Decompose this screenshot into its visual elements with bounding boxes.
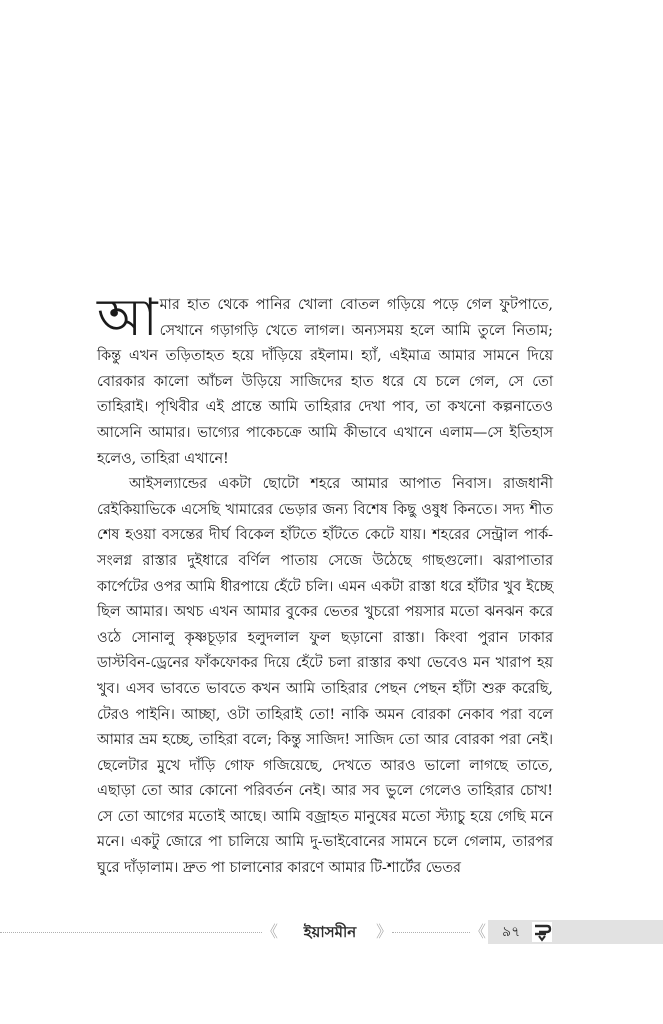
running-title: ইয়াসমীন [303,923,357,941]
page-number: ৯৭ [502,924,521,940]
body-text [97,288,553,882]
drop-cap: আ [97,288,158,348]
footer-rule-left [0,932,262,933]
bookmark-glyph-icon [532,922,552,942]
page-number-box [488,920,663,944]
page-footer [0,920,663,946]
ornament-left-icon: 《 [262,922,279,941]
paragraph-1 [97,288,553,472]
footer-rule-right [392,932,470,933]
paragraph-1-text: মার হাত থেকে পানির খোলা বোতল গড়িয়ে পড়ে গেল ফুটপাতে, সেখানে গড়াগড়ি খেতে লাগল। অন্যসময় হলে আমি তুলে নিতাম; কিন্তু এখন তড়িতাহত হয়ে দাঁড়িয়ে রইলাম। হ্যাঁ, এইমাত্র আমার সামনে দিয়ে বোরকার কালো আঁচল উড়িয়ে সাজিদের হাত ধরে যে চলে গেল, সে তো তাহিরাই। পৃথিবীর এই প্রান্তে আমি তাহিরার দেখা পাব, তা কখনো কল্পনাতেও আসেনি আমার। ভাগ্যের পাকেচক্রে আমি কীভাবে এখানে এলাম—সে ইতিহাস হলেও, তাহিরা এখানে! [97,297,553,467]
ornament-right-icon: 》 [376,922,393,941]
ornament-left-icon-2: 《 [470,922,487,941]
paragraph-2: আইসল্যান্ডের একটা ছোটো শহরে আমার আপাত নিবাস। রাজধানী রেইকিয়াভিকে এসেছি খামারের ভেড়ার জন্য বিশেষ কিছু ওষুধ কিনতে। সদ্য শীত শেষ হওয়া বসন্তের দীর্ঘ বিকেল হাঁটতে হাঁটতে কেটে যায়। শহরের সেন্ট্রাল পার্ক-সংলগ্ন রাস্তার দুইধারে বর্ণিল পাতায় সেজে উঠেছে গাছগুলো। ঝরাপাতার কার্পেটের ওপর আমি ধীরপায়ে হেঁটে চলি। এমন একটা রাস্তা ধরে হাঁটার খুব ইচ্ছে ছিল আমার। অথচ এখন আমার বুকের ভেতর খুচরো পয়সার মতো ঝনঝন করে ওঠে সোনালু কৃষ্ণচূড়ার হলুদলাল ফুল ছড়ানো রাস্তা। কিংবা পুরান ঢাকার ডাস্টবিন-ড্রেনের ফাঁকফোকর দিয়ে হেঁটে চলা রাস্তার কথা ভেবেও মন খারাপ হয় খুব। এসব ভাবতে ভাবতে কখন আমি তাহিরার পেছন পেছন হাঁটা শুরু করেছি, টেরও পাইনি। আচ্ছা, ওটা তাহিরাই তো! নাকি অমন বোরকা নেকাব পরা বলে আমার ভ্রম হচ্ছে, তাহিরা বলে; কিন্তু সাজিদ! সাজিদ তো আর বোরকা পরা নেই। ছেলেটার মুখে দাঁড়ি গোফ গজিয়েছে, দেখতে আরও ভালো লাগছে তাতে, এছাড়া তো আর কোনো পরিবর্তন নেই। আর সব ভুলে গেলেও তাহিরার চোখ! সে তো আগের মতোই আছে। আমি বজ্রাহত মানুষের মতো স্ট্যাচু হয়ে গেছি মনে মনে। একটু জোরে পা চালিয়ে আমি দু-ভাইবোনের সামনে চলে গেলাম, তারপর ঘুরে দাঁড়ালাম। দ্রুত পা চালানোর কারণে আমার টি-শার্টের ভেতর [97,476,553,877]
